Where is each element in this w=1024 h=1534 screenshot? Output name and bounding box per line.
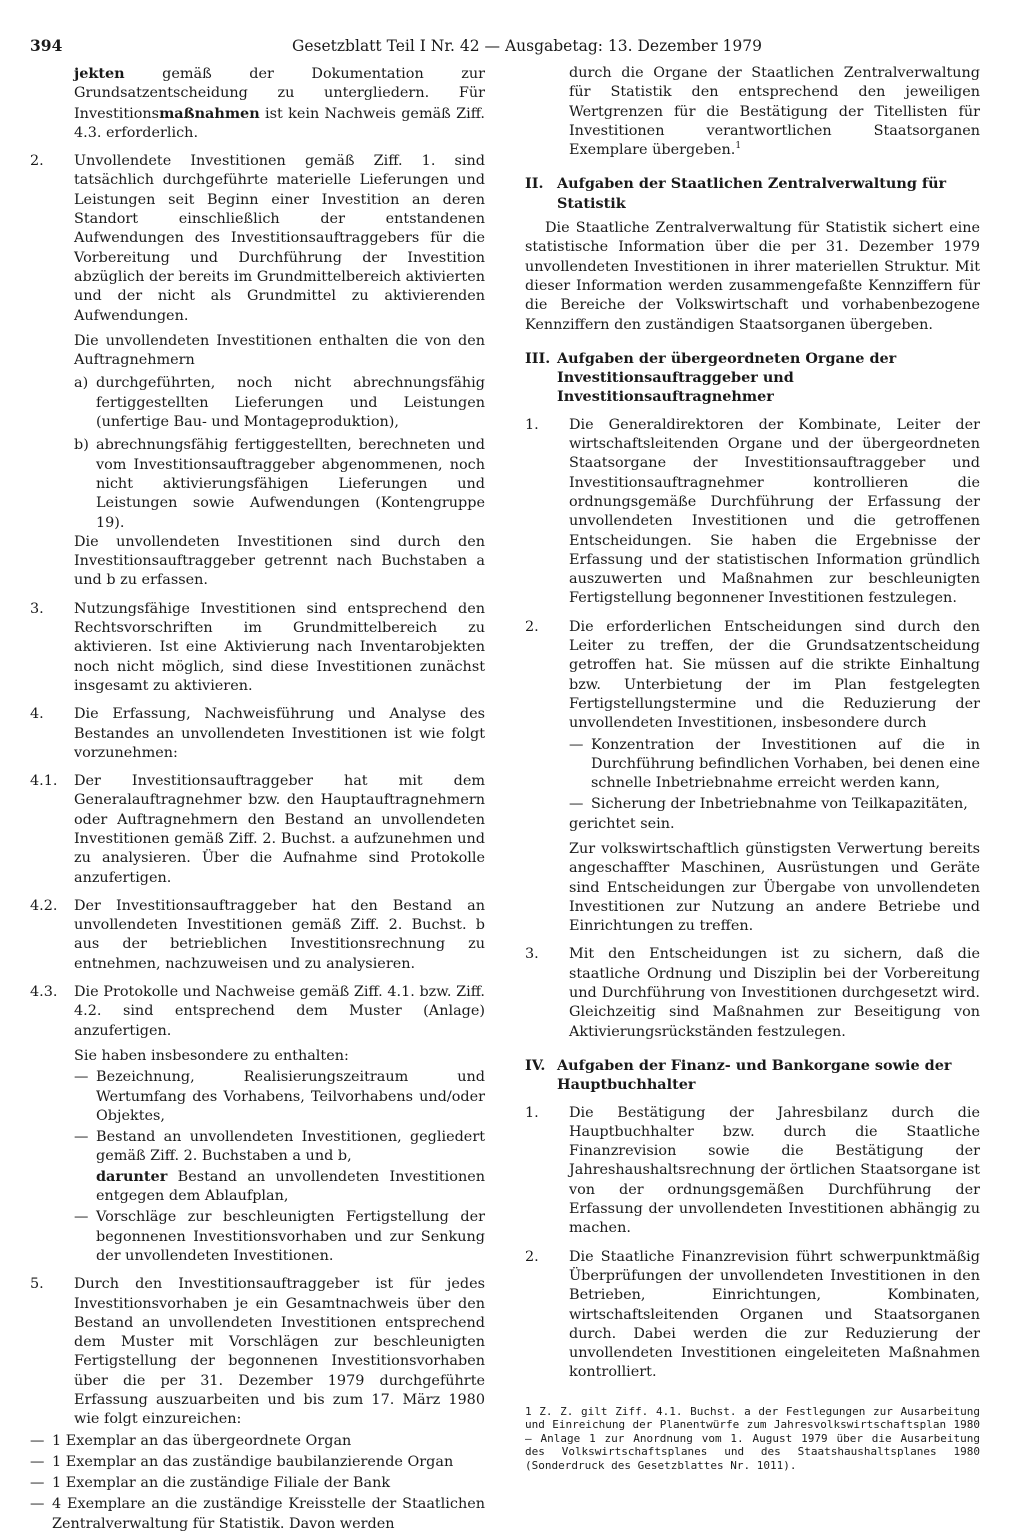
item-4-1: 4.1. Der Investitionsauftraggeber hat mit dem Generalauftragnehmer bzw. den Hauptauftragnehmern oder Auftragnehmern den Bestand an unvollendeten Investitionen gemäß Ziff. 2. Buchst. a aufzunehmen und zu analysieren. Über die Aufnahme sind Protokolle anzufertigen. (30, 773, 485, 886)
item-2-closing: Die unvollendeten Investitionen sind durch den Investitionsauftraggeber getrennt nach Buchstaben a und b zu erfassen. (74, 533, 485, 589)
continued-paragraph: durch die Organe der Staatlichen Zentralverwaltung für Statistik den entsprechend den jeweiligen Wertgrenzen für die Bestätigung der Titellisten für Investitionen verantwortlichen Staatsorganen Exemplare übergeben.$^1$ (569, 65, 980, 159)
item-iv-2: 2. Die Staatliche Finanzrevision führt schwerpunktmäßig Überprüfungen der unvollendeten Investitionen in den Betrieben, Einrichtungen, Kombinaten, wirtschaftsleitenden Organen und Staatsorganen durch. Dabei werden die zur Reduzierung der unvollendeten Investitionen eingeleiteten Maßnahmen kontrolliert. (525, 1248, 980, 1381)
item-5: 5. Durch den Investitionsauftraggeber ist für jedes Investitionsvorhaben je ein Gesamtnachweis über den Bestand an unvollendeten Investitionen entsprechend dem Muster mit Vorschlägen zur beschleunigten Fertigstellung der begonnenen Investitionsvorhaben über die per 31. Dezember 1979 durchgeführte Erfassung auszuarbeiten und bis zum 17. März 1980 wie folgt einzureichen: (30, 1276, 485, 1428)
section-heading-iv: IV. Aufgaben der Finanz- und Bankorgane sowie der Hauptbuchhalter (525, 1056, 952, 1094)
right-column (525, 64, 980, 1534)
continued-paragraph: jekten gemäß der Dokumentation zur Grundsatzentscheidung zu untergliedern. Für Investitionsmaßnahmen ist kein Nachweis gemäß Ziff. 4.3. erforderlich. (74, 65, 486, 141)
list-item: — 1 Exemplar an das zuständige baubilanzierende Organ (30, 1453, 454, 1470)
item-2: 2. Unvollendete Investitionen gemäß Ziff. 1. sind tatsächlich durchgeführte materielle Lieferungen und Leistungen seit Beginn einer Investition an deren Standort einschließlich der entstandenen Aufwendungen des Investitionsauftraggebers für die Vorbereitung und Durchführung der Investition abzüglich der bereits im Grundmittelbereich aktivierten und der nicht als Grundmittel zu aktivierenden Aufwendungen. Die unvollendeten Investitionen enthalten die von den Auftragnehmern a) durchgeführten, noch nicht abrechnungsfähig fertiggestellten Lieferungen und Leistungen (unfertige Bau- und Montageproduktion), b) abrechnungsfähig fertiggestellten, berechneten und vom Investitionsauftraggeber abgenommenen, noch nicht aktivierungsfähigen Lieferungen und Leistungen sowie Aufwendungen (Kontengruppe 19). Die unvollendeten Investitionen sind durch den Investitionsauftraggeber getrennt nach Buchstaben a und b zu erfassen. (30, 152, 485, 591)
section-heading-iii: III. Aufgaben der übergeordneten Organe der Investitionsauftraggeber und Investitionsauftragnehmer (525, 349, 897, 406)
list-item: — Konzentration der Investitionen auf die in Durchführung befindlichen Vorhaben, bei denen eine schnelle Inbetriebnahme erreicht werden kann, (569, 736, 980, 792)
item-4-3: 4.3. Die Protokolle und Nachweise gemäß Ziff. 4.1. bzw. Ziff. 4.2. sind entsprechend dem Muster (Anlage) anzufertigen. Sie haben insbesondere zu enthalten: — Bezeichnung, Realisierungszeitraum und Wertumfang des Vorhabens, Teilvorhabens und/oder Objektes, — Bestand an unvollendeten Investitionen, gegliedert gemäß Ziff. 2. Buchstaben a und b, darunter Bestand an unvollendeten Investitionen entgegen dem Ablaufplan, — Vorschläge zur beschleunigten Fertigstellung der begonnenen Investitionsvorhaben und zur Senkung der unvollendeten Investitionen. (30, 983, 485, 1266)
section-heading-ii: II. Aufgaben der Staatlichen Zentralverwaltung für Statistik (525, 175, 947, 212)
list-item: — Vorschläge zur beschleunigten Fertigstellung der begonnenen Investitionsvorhaben und zur Senkung der unvollendeten Investitionen. (74, 1209, 485, 1264)
list-item: — 4 Exemplare an die zuständige Kreisstelle der Staatlichen Zentralverwaltung für Statistik. Davon werden (30, 1496, 485, 1532)
list-item: — Bezeichnung, Realisierungszeitraum und Wertumfang des Vorhabens, Teilvorhabens und/oder Objektes, (74, 1069, 485, 1124)
running-title: Gesetzblatt Teil I Nr. 42 — Ausgabetag: 13. Dezember 1979 (291, 37, 762, 55)
list-item: — 1 Exemplar an das übergeordnete Organ (30, 1432, 352, 1449)
item-2-b: b) abrechnungsfähig fertiggestellten, berechneten und vom Investitionsauftraggeber abgenommenen, noch nicht aktivierungsfähigen Lieferungen und Leistungen sowie Aufwendungen (Kontengruppe 19). (74, 437, 485, 531)
list-item: — Sicherung der Inbetriebnahme von Teilkapazitäten, (569, 796, 968, 813)
item-2-text: Unvollendete Investitionen gemäß Ziff. 1. sind tatsächlich durchgeführte materielle Lieferungen und Leistungen seit Beginn einer Investition an deren Standort einschließlich der entstandenen Aufwendungen des Investitionsauftraggebers für die Vorbereitung und Durchführung der Investition abzüglich der bereits im Grundmittelbereich aktivierten und der nicht als Grundmittel zu aktivierenden Aufwendungen. (74, 153, 485, 324)
item-iii-2: 2. Die erforderlichen Entscheidungen sind durch den Leiter zu treffen, der die Grundsatzentscheidung getroffen hat. Sie müssen auf die strikte Einhaltung bzw. Unterbietung der im Plan festgelegten Fertigstellungstermine und die Reduzierung der unvollendeten Investitionen, insbesondere durch — Konzentration der Investitionen auf die in Durchführung befindlichen Vorhaben, bei denen eine schnelle Inbetriebnahme erreicht werden kann, — Sicherung der Inbetriebnahme von Teilkapazitäten, gerichtet sein. Zur volkswirtschaftlich günstigsten Verwertung bereits angeschaffter Maschinen, Ausrüstungen und Geräte sind Entscheidungen zur Übergabe von unvollendeten Investitionen zur Nutzung an andere Betriebe und Einrichtungen zu treffen. (525, 618, 980, 935)
left-column (30, 64, 485, 1534)
item-4: 4. Die Erfassung, Nachweisführung und Analyse des Bestandes an unvollendeten Investitionen ist wie folgt vorzunehmen: (30, 706, 485, 761)
item-4-2: 4.2. Der Investitionsauftraggeber hat den Bestand an unvollendeten Investitionen gemäß Ziff. 2. Buchst. b aus der betrieblichen Investitionsrechnung zu entnehmen, nachzuweisen und zu analysieren. (30, 897, 485, 972)
footnote: 1 Z. Z. gilt Ziff. 4.1. Buchst. a der Festlegungen zur Ausarbeitung und Einreichung der Planentwürfe zum Jahresvolkswirtschaftsplan 1980 — Anlage 1 zur Anordnung vom 1. August 1979 über die Ausarbeitung des Volkswirtschaftsplanes und des Staatshaushaltsplanes 1980 (Sonderdruck des Gesetzblattes Nr. 1011). (525, 1404, 980, 1472)
list-item: — 1 Exemplar an die zuständige Filiale der Bank (30, 1475, 391, 1492)
item-2-intro: Die unvollendeten Investitionen enthalten die von den Auftragnehmern (74, 332, 485, 369)
item-5-list (30, 1432, 485, 1534)
item-3: 3. Nutzungsfähige Investitionen sind entsprechend den Rechtsvorschriften im Grundmittelbereich zu aktivieren. Ist eine Aktivierung nach Inventarobjekten noch nicht möglich, sind diese Investitionen zunächst insgesamt zu aktivieren. (30, 600, 485, 694)
page-header (30, 36, 980, 60)
list-item: — Bestand an unvollendeten Investitionen, gegliedert gemäß Ziff. 2. Buchstaben a und b, darunter Bestand an unvollendeten Investitionen entgegen dem Ablaufplan, (74, 1129, 486, 1205)
section-ii-text: Die Staatliche Zentralverwaltung für Statistik sichert eine statistische Information über die per 31. Dezember 1979 unvollendeten Investitionen in ihrer materiellen Struktur. Mit dieser Information werden zusammengefaßte Kennziffern für die Bereiche der Volkswirtschaft und vorhabenbezogene Kennziffern den zuständigen Staatsorganen übergeben. (525, 220, 980, 333)
item-2-a: a) durchgeführten, noch nicht abrechnungsfähig fertiggestellten Lieferungen und Leistungen (unfertige Bau- und Montageproduktion), (74, 375, 485, 431)
footnote-ref: 1 (735, 141, 742, 152)
item-iii-1: 1. Die Generaldirektoren der Kombinate, Leiter der wirtschaftsleitenden Organe und der übergeordneten Staatsorgane der Investitionsauftraggeber und Investitionsauftragnehmer kontrollieren die ordnungsgemäße Durchführung der Erfassung der unvollendeten Investitionen und die getroffenen Entscheidungen. Sie haben die Ergebnisse der Erfassung und der statistischen Information gründlich auszuwerten und Maßnahmen zur beschleunigten Fertigstellung begonnener Investitionen festzulegen. (525, 416, 980, 607)
item-iii-3: 3. Mit den Entscheidungen ist zu sichern, daß die staatliche Ordnung und Disziplin bei der Vorbereitung und Durchführung von Investitionen durchgesetzt wird. Gleichzeitig sind Maßnahmen zur Beseitigung von Aktivierungsrückständen festzulegen. (525, 946, 980, 1040)
item-iv-1: 1. Die Bestätigung der Jahresbilanz durch die Hauptbuchhalter bzw. durch die Staatliche Finanzrevision sowie die Bestätigung der Jahreshaushaltsrechnung der örtlichen Staatsorgane ist von der ordnungsgemäßen Durchführung der Erfassung der unvollendeten Investitionen abhängig zu machen. (525, 1104, 980, 1237)
page-number: 394 (30, 36, 63, 55)
